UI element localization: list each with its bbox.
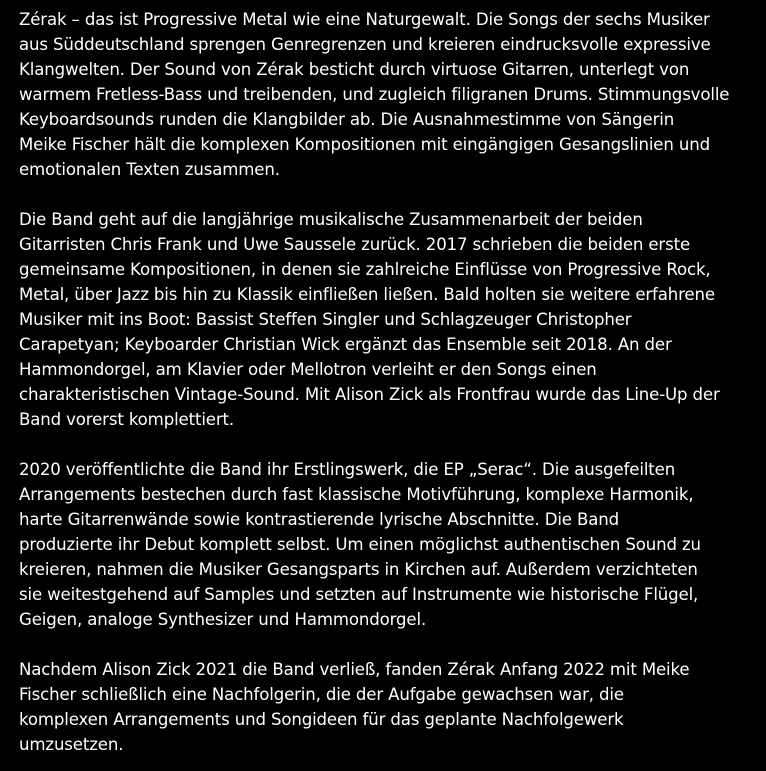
- text-line: Metal, über Jazz bis hin zu Klassik einfließen ließen. Bald holten sie weitere erfahrene: [19, 285, 715, 304]
- text-line: produzierte ihr Debut komplett selbst. Um einen möglichst authentischen Sound zu: [19, 535, 701, 554]
- paragraph-history: [19, 207, 764, 432]
- text-line: warmem Fretless-Bass und treibenden, und zugleich filigranen Drums. Stimmungsvolle: [19, 85, 730, 104]
- band-biography-text: [19, 7, 764, 757]
- text-line: aus Süddeutschland sprengen Genregrenzen und kreieren eindrucksvolle expressive: [19, 35, 711, 54]
- paragraph-new-singer: [19, 657, 764, 757]
- text-line: Die Band geht auf die langjährige musikalische Zusammenarbeit der beiden: [19, 210, 643, 229]
- text-line: Arrangements bestechen durch fast klassische Motivführung, komplexe Harmonik,: [19, 485, 694, 504]
- text-line: kreieren, nahmen die Musiker Gesangsparts in Kirchen auf. Außerdem verzichteten: [19, 560, 698, 579]
- paragraph-debut-ep: [19, 457, 764, 632]
- text-line: komplexen Arrangements und Songideen für das geplante Nachfolgewerk: [19, 710, 624, 729]
- text-line: Hammondorgel, am Klavier oder Mellotron verleiht er den Songs einen: [19, 360, 597, 379]
- text-line: Keyboardsounds runden die Klangbilder ab. Die Ausnahmestimme von Sängerin: [19, 110, 675, 129]
- text-line: emotionalen Texten zusammen.: [19, 160, 280, 179]
- text-line: sie weitestgehend auf Samples und setzten auf Instrumente wie historische Flügel,: [19, 585, 699, 604]
- text-line: Zérak – das ist Progressive Metal wie eine Naturgewalt. Die Songs der sechs Musiker: [19, 10, 710, 29]
- text-line: Geigen, analoge Synthesizer und Hammondorgel.: [19, 610, 427, 629]
- text-line: Fischer schließlich eine Nachfolgerin, die der Aufgabe gewachsen war, die: [19, 685, 624, 704]
- text-line: 2020 veröffentlichte die Band ihr Erstlingswerk, die EP „Serac“. Die ausgefeilten: [19, 460, 676, 479]
- text-line: gemeinsame Kompositionen, in denen sie zahlreiche Einflüsse von Progressive Rock,: [19, 260, 711, 279]
- text-line: charakteristischen Vintage-Sound. Mit Alison Zick als Frontfrau wurde das Line-Up der: [19, 385, 720, 404]
- text-line: Band vorerst komplettiert.: [19, 410, 234, 429]
- text-line: Klangwelten. Der Sound von Zérak besticht durch virtuose Gitarren, unterlegt von: [19, 60, 690, 79]
- text-line: harte Gitarrenwände sowie kontrastierende lyrische Abschnitte. Die Band: [19, 510, 619, 529]
- text-line: Nachdem Alison Zick 2021 die Band verließ, fanden Zérak Anfang 2022 mit Meike: [19, 660, 690, 679]
- text-line: Gitarristen Chris Frank und Uwe Saussele zurück. 2017 schrieben die beiden erste: [19, 235, 691, 254]
- text-line: Carapetyan; Keyboarder Christian Wick ergänzt das Ensemble seit 2018. An der: [19, 335, 672, 354]
- text-line: Meike Fischer hält die komplexen Kompositionen mit eingängigen Gesangslinien und: [19, 135, 710, 154]
- text-line: umzusetzen.: [19, 735, 124, 754]
- paragraph-intro: [19, 7, 764, 182]
- text-line: Musiker mit ins Boot: Bassist Steffen Singler und Schlagzeuger Christopher: [19, 310, 632, 329]
